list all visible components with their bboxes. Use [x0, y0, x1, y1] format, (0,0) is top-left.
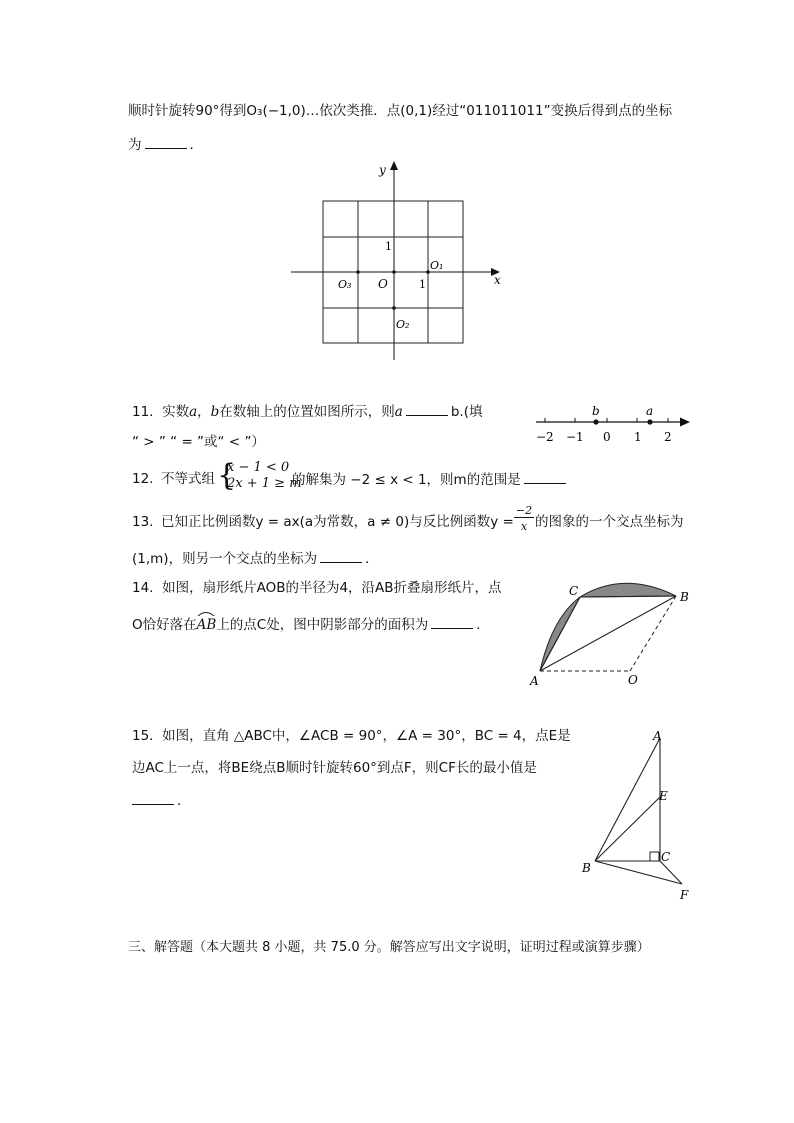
- q14-text: 如图，扇形纸片AOB的半径为4，沿AB折叠扇形纸片，点: [162, 580, 502, 596]
- q14-number: 14.: [132, 580, 154, 596]
- q14-text-end: ．: [476, 617, 490, 633]
- q15-line1: [132, 726, 571, 746]
- q11-text-a: 实数: [162, 404, 190, 420]
- answer-blank-10: [145, 134, 187, 149]
- point-a: [647, 419, 652, 424]
- q13-line2-suffix: ．: [365, 551, 379, 567]
- tick-label-neg1: −1: [566, 430, 584, 444]
- tick-label-1: 1: [634, 430, 642, 444]
- intro-line2-suffix: ．: [189, 137, 203, 153]
- tick-x1: 1: [419, 278, 426, 291]
- q12-suffix: 的解集为 −2 ≤ x < 1，则m的范围是: [292, 472, 521, 488]
- label-O3: O₃: [338, 278, 352, 291]
- q11-text-b: 在数轴上的位置如图所示，则: [219, 404, 395, 420]
- q11-text-c: b.(填: [450, 404, 483, 420]
- q15-line3: [132, 790, 191, 811]
- q15-number: 15.: [132, 728, 154, 744]
- intro-line2: [128, 134, 203, 155]
- answer-blank-12: [524, 469, 566, 484]
- answer-blank-15: [132, 790, 174, 805]
- q13-line2-prefix: (1,m)，则另一个交点的坐标为: [132, 551, 318, 567]
- fig15-label-B: B: [582, 861, 591, 875]
- answer-blank-14: [431, 614, 473, 629]
- triangle-figure: [576, 724, 696, 904]
- label-a: a: [646, 404, 654, 418]
- q14-line1: [132, 578, 502, 598]
- intro-line1: 顺时针旋转90°得到O₃(−1,0)…依次类推．点(0,1)经过“011011011”变换后得到点的坐标: [128, 103, 673, 119]
- q12-brace: {: [217, 458, 237, 493]
- segment-BF: [595, 861, 682, 884]
- section3-title: 三、解答题（本大题共 8 小题，共 75.0 分。解答应写出文字说明，证明过程或演算步骤）: [128, 940, 650, 955]
- q12-number: 12.: [132, 471, 154, 487]
- q12-ineq2: 2x + 1 ≥ m: [227, 476, 302, 491]
- label-y: y: [379, 163, 386, 177]
- q11-line2: “ > ” “ = ”或“ < ”）: [132, 434, 265, 450]
- number-line: [530, 400, 698, 446]
- fig14-label-A: A: [530, 674, 539, 688]
- fig15-label-C: C: [661, 850, 671, 864]
- label-b: b: [592, 404, 600, 418]
- tick-label-0: 0: [603, 430, 611, 444]
- q13-number: 13.: [132, 514, 154, 530]
- answer-blank-11: [406, 401, 448, 416]
- fig14-label-B: B: [680, 590, 689, 604]
- label-O1: O₁: [430, 259, 444, 272]
- shaded-top: [580, 583, 676, 597]
- answer-blank-13: [320, 548, 362, 563]
- q13-frac-den: x: [520, 520, 528, 533]
- tick-label-neg2: −2: [536, 430, 554, 444]
- fig15-label-A: A: [653, 729, 662, 743]
- q11-number: 11.: [132, 404, 154, 420]
- label-O2: O₂: [396, 318, 410, 331]
- segment-BE: [595, 797, 660, 861]
- q11-line1: [132, 401, 483, 422]
- fig15-label-E: E: [659, 789, 668, 803]
- point-O2: [392, 306, 396, 310]
- number-line-arrow: [680, 418, 690, 427]
- segment-AB: [595, 738, 660, 861]
- q11-var-b: b: [210, 404, 220, 420]
- q15-line2: 边AC上一点，将BE绕点B顺时针旋转60°到点F，则CF长的最小值是: [132, 760, 537, 776]
- q15-text-end: ．: [177, 793, 191, 809]
- right-angle-mark: [650, 852, 659, 861]
- q14-line2: [132, 614, 490, 635]
- q12-prefix: 不等式组: [161, 471, 215, 487]
- q13-line2: [132, 548, 379, 569]
- point-b: [593, 419, 598, 424]
- q13-text-end: 的图象的一个交点坐标为: [535, 514, 684, 530]
- sector-figure: [524, 578, 704, 688]
- q14-text-a: O恰好落在: [132, 617, 197, 633]
- q13-frac-num: −2: [515, 504, 533, 517]
- q14-arc-ab: [197, 615, 217, 635]
- tick-label-2: 2: [664, 430, 672, 444]
- q11-sep: ，: [197, 404, 211, 420]
- q14-text-b: 上的点C处，图中阴影部分的面积为: [216, 617, 429, 633]
- y-axis-arrow: [390, 161, 398, 170]
- fig14-label-C: C: [569, 584, 579, 598]
- fig14-label-O: O: [628, 673, 638, 687]
- point-O: [392, 270, 396, 274]
- fig15-label-F: F: [680, 888, 689, 902]
- segment-OB: [630, 596, 676, 671]
- grid-figure: [288, 158, 508, 364]
- q12-ineq1: x − 1 < 0: [227, 460, 290, 475]
- intro-line2-prefix: 为: [128, 137, 142, 153]
- arc-mark: [197, 610, 215, 616]
- label-x: x: [494, 273, 501, 287]
- q11-var-a-2: a: [394, 404, 403, 420]
- q13-text: 已知正比例函数y = ax(a为常数，a ≠ 0)与反比例函数y =: [161, 514, 514, 530]
- point-O3: [356, 270, 360, 274]
- tick-y1: 1: [385, 240, 392, 253]
- label-O: O: [378, 277, 388, 291]
- q15-text-1: 如图，直角 △ABC中，∠ACB = 90°，∠A = 30°，BC = 4，点E是: [162, 728, 571, 744]
- q11-var-a: a: [189, 404, 198, 420]
- q14-arc-label: AB: [196, 617, 217, 633]
